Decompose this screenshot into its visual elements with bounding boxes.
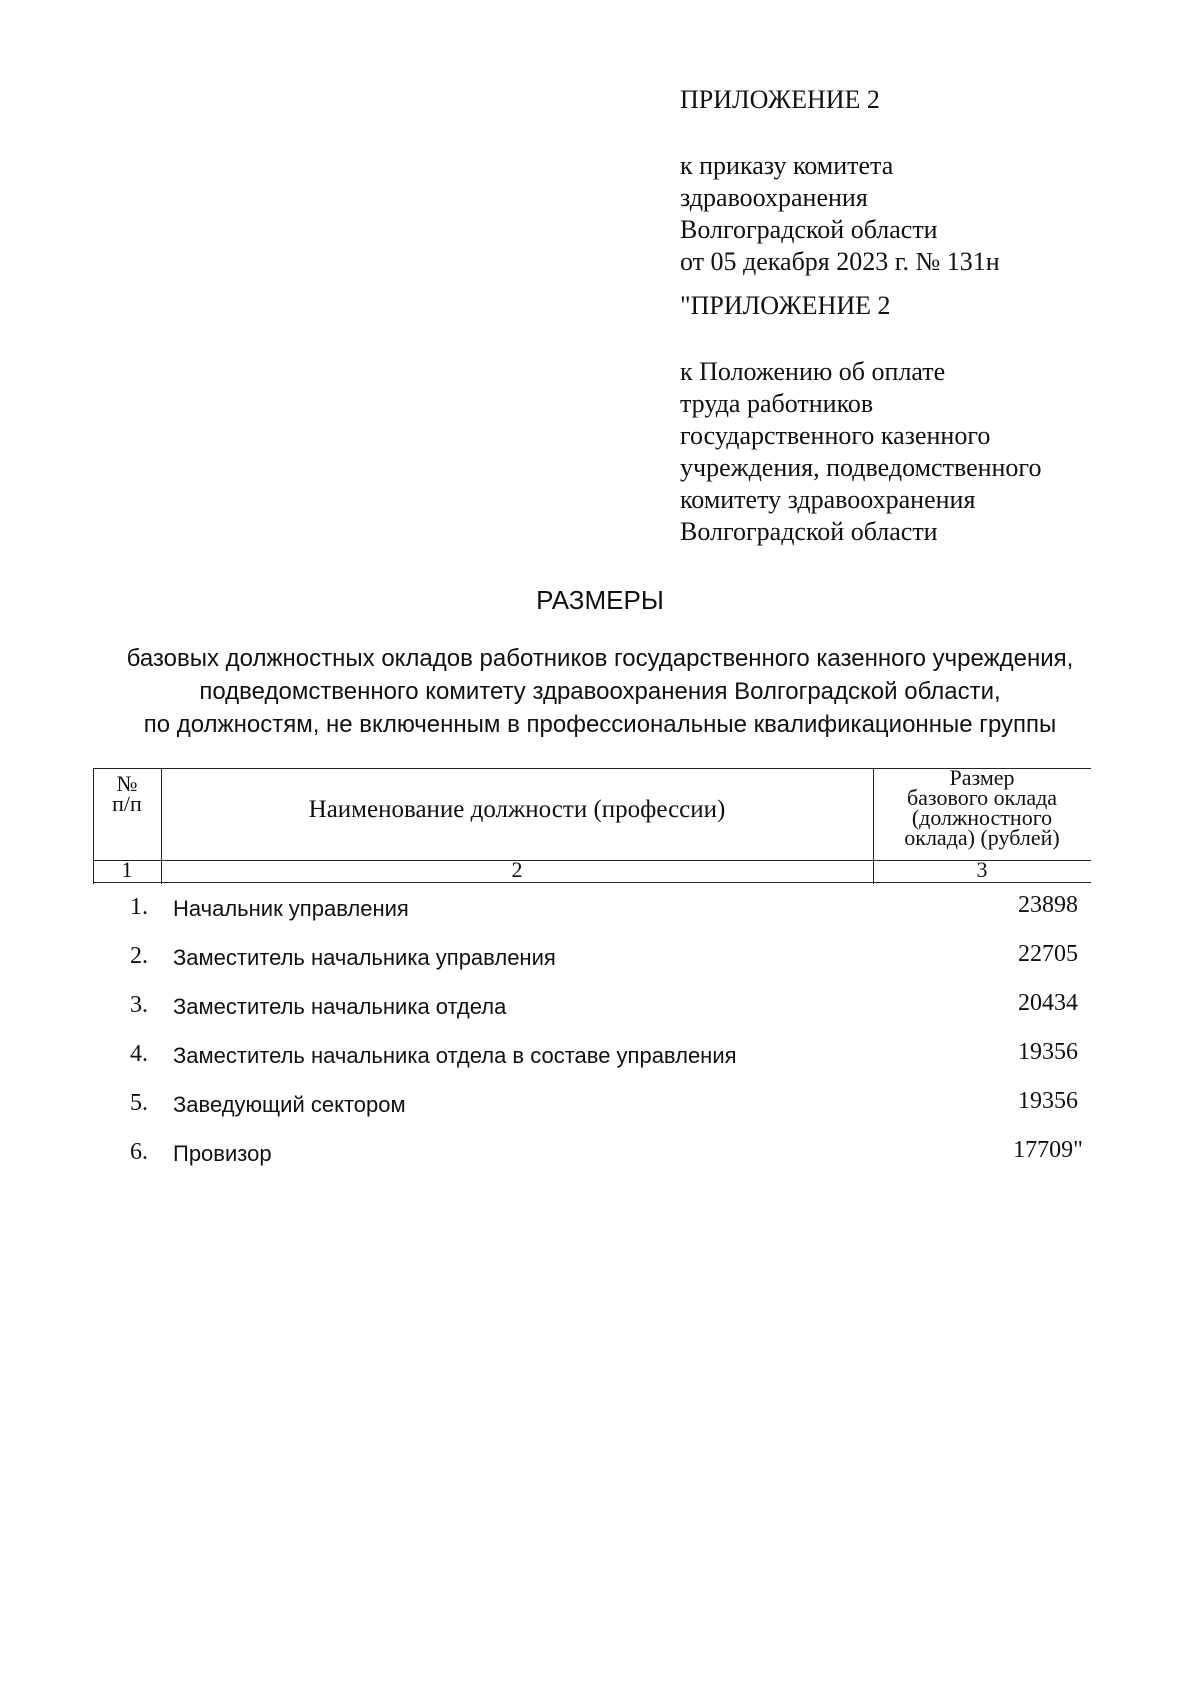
row-number: 2. [130, 943, 148, 969]
annex-regulation-line: комитету здравоохранения [680, 485, 976, 514]
row-number: 1. [130, 894, 148, 920]
annex-order-line: Волгоградской области [680, 215, 938, 244]
salary-table-body [93, 888, 1091, 1182]
annex-order-line: здравоохранения [680, 183, 868, 212]
position-name: Начальник управления [173, 896, 409, 921]
document-subtitle-line: подведомственного комитету здравоохранения Волгоградской области, [199, 678, 1001, 705]
annex-order-title-text: ПРИЛОЖЕНИЕ 2 [680, 85, 880, 114]
document-subtitle [0, 642, 1200, 741]
annex-order-reference [680, 150, 1160, 278]
header-num [93, 771, 161, 816]
document-subtitle-line: базовых должностных окладов работников государственного казенного учреждения, [126, 645, 1074, 672]
position-name: Заместитель начальника управления [173, 945, 556, 970]
header-salary-line: Размер [949, 765, 1015, 790]
row-number: 4. [130, 1041, 148, 1067]
column-number-3 [873, 857, 1091, 882]
table-row [93, 1035, 1091, 1084]
annex-regulation-line: к Положению об оплате [680, 357, 946, 386]
header-num-line: п/п [112, 791, 142, 816]
table-row [93, 1133, 1091, 1182]
row-number: 6. [130, 1139, 148, 1165]
header-num-line: № [116, 771, 138, 796]
column-number-2 [161, 857, 873, 882]
annex-order-title [680, 84, 1160, 116]
annex-regulation-title [680, 290, 1160, 322]
annex-regulation-line: государственного казенного [680, 421, 991, 450]
row-number: 5. [130, 1090, 148, 1116]
position-name: Заместитель начальника отдела в составе управления [173, 1043, 737, 1068]
header-salary [873, 765, 1091, 850]
salary-value: 22705 [1018, 941, 1078, 967]
column-number-text: 2 [511, 857, 523, 882]
table-row [93, 1084, 1091, 1133]
salary-value: 23898 [1018, 892, 1078, 918]
document-title: РАЗМЕРЫ [536, 585, 664, 615]
annex-regulation-title-text: "ПРИЛОЖЕНИЕ 2 [680, 291, 891, 320]
table-row [93, 986, 1091, 1035]
salary-value: 19356 [1018, 1039, 1078, 1065]
column-number-text: 1 [121, 857, 133, 882]
table-numbers-divider [93, 882, 1091, 883]
document-subtitle-line: по должностям, не включенным в профессиональные квалификационные группы [143, 711, 1057, 738]
position-name: Заведующий сектором [173, 1092, 406, 1117]
header-name [161, 794, 873, 826]
annex-regulation-line: учреждения, подведомственного [680, 453, 1042, 482]
row-number: 3. [130, 992, 148, 1018]
header-salary-line: (должностного [911, 805, 1053, 830]
position-name: Провизор [173, 1141, 272, 1166]
salary-value: 19356 [1018, 1088, 1078, 1114]
salary-value: 20434 [1018, 990, 1078, 1016]
table-row [93, 937, 1091, 986]
annex-regulation-line: Волгоградской области [680, 517, 938, 546]
annex-order-line: к приказу комитета [680, 151, 894, 180]
header-salary-line: оклада) (рублей) [904, 825, 1060, 850]
column-number-1 [93, 857, 161, 882]
header-salary-line: базового оклада [906, 785, 1058, 810]
table-row [93, 888, 1091, 937]
position-name: Заместитель начальника отдела [173, 994, 507, 1019]
salary-table-header [93, 765, 1091, 884]
column-number-text: 3 [976, 857, 988, 882]
annex-regulation-line: труда работников [680, 389, 874, 418]
annex-order-line: от 05 декабря 2023 г. № 131н [680, 247, 1000, 276]
salary-value: 17709" [1013, 1137, 1083, 1163]
annex-regulation-reference [680, 356, 1160, 548]
header-name-line: Наименование должности (профессии) [308, 796, 726, 823]
